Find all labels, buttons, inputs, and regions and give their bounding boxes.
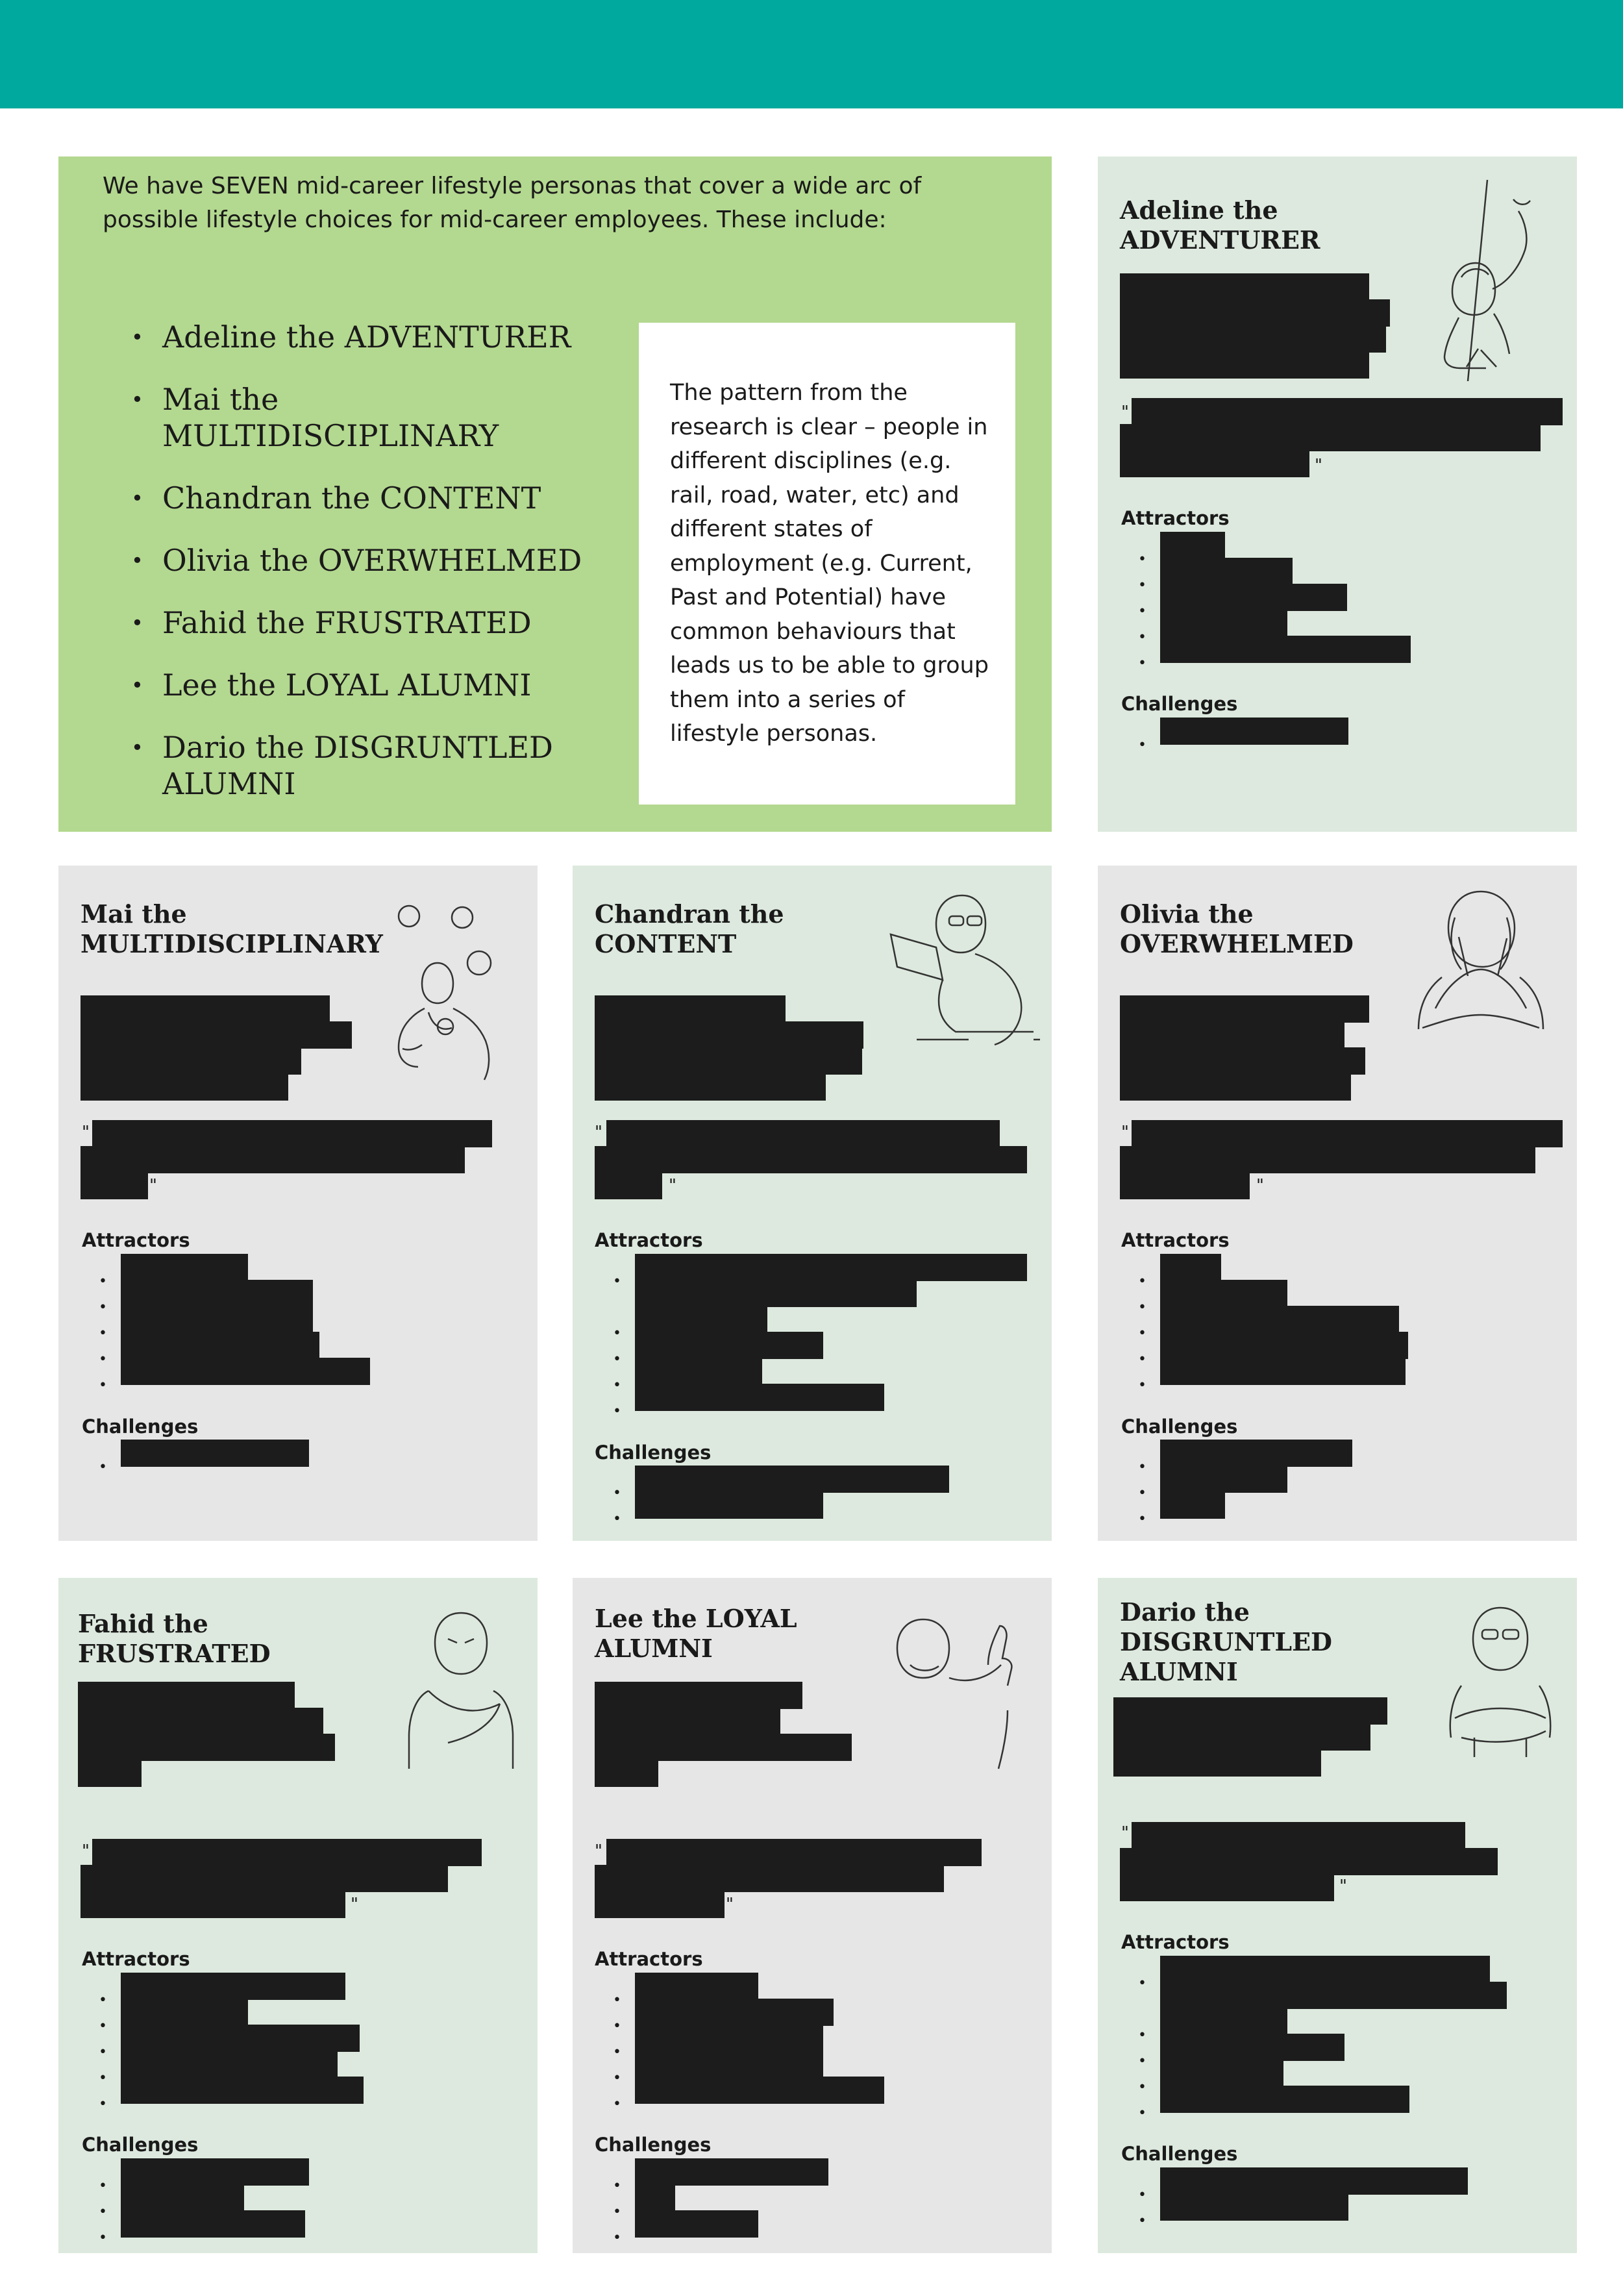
redacted-content xyxy=(1098,156,1577,832)
quote-close-mark: " xyxy=(726,1895,734,1914)
bullet-point: • xyxy=(1138,1299,1146,1316)
redacted-text-block xyxy=(1120,1073,1351,1101)
bullet-point: • xyxy=(99,2096,107,2112)
redacted-text-block xyxy=(121,1306,313,1333)
redacted-text-block xyxy=(1120,450,1309,477)
persona-list-item: • Chandran the CONTENT xyxy=(125,480,631,516)
bullet-point: • xyxy=(1138,577,1146,593)
persona-card-mai xyxy=(58,866,538,1541)
quote-open-mark: " xyxy=(82,1123,90,1142)
redacted-text-block xyxy=(635,2077,884,2104)
bullet-point: • xyxy=(613,2018,621,2034)
card-title-line: Chandran the xyxy=(595,899,784,929)
attractors-label: Attractors xyxy=(1121,1931,1230,1953)
bullet-point: • xyxy=(99,2230,107,2246)
redacted-text-block xyxy=(1132,1120,1563,1147)
attractors-label: Attractors xyxy=(595,1229,703,1251)
redacted-text-block xyxy=(121,1999,248,2026)
attractors-label: Attractors xyxy=(1121,1229,1230,1251)
quote-open-mark: " xyxy=(595,1841,602,1861)
bullet-point: • xyxy=(1138,1325,1146,1341)
redacted-text-block xyxy=(1113,1697,1387,1725)
redacted-text-block xyxy=(1160,610,1287,637)
bullet-point: • xyxy=(613,1351,621,1367)
bullet-point: • xyxy=(1138,1351,1146,1367)
card-title-line: DISGRUNTLED xyxy=(1120,1627,1332,1656)
redacted-text-block xyxy=(1160,2086,1409,2113)
redacted-text-block xyxy=(1160,2167,1468,2195)
redacted-text-block xyxy=(121,2025,360,2052)
research-callout xyxy=(639,323,1015,805)
bullet-point: • xyxy=(1138,2105,1146,2121)
bullet-point: • xyxy=(613,2044,621,2060)
quote-close-mark: " xyxy=(149,1176,157,1195)
bullet-point: • xyxy=(613,2178,621,2194)
redacted-text-block xyxy=(1120,1146,1535,1173)
redacted-text-block xyxy=(635,1306,767,1333)
redacted-text-block xyxy=(121,2210,305,2238)
redacted-text-block xyxy=(635,1973,758,2000)
redacted-text-block xyxy=(121,1440,309,1467)
redacted-text-block xyxy=(78,1734,335,1761)
persona-list-item: • Lee the LOYAL ALUMNI xyxy=(125,667,631,703)
bullet-point: • xyxy=(99,1992,107,2008)
challenges-label: Challenges xyxy=(1121,1416,1238,1438)
quote-open-mark: " xyxy=(1121,1123,1129,1142)
redacted-text-block xyxy=(1160,1332,1408,1359)
redacted-text-block xyxy=(1120,1172,1250,1199)
bullet-point: • xyxy=(613,1325,621,1341)
redacted-text-block xyxy=(595,1172,662,1199)
callout-text: The pattern from the research is clear – people in different disciplines (e.g. rail, road, water, etc) and different states of employment (e.g. Current, Past and Potential) have common behaviours that leads us to be able to group them into a series of lifestyle personas. xyxy=(670,380,989,747)
redacted-text-block xyxy=(1120,1047,1365,1075)
redacted-text-block xyxy=(1120,995,1369,1023)
redacted-text-block xyxy=(635,2158,828,2186)
redacted-content xyxy=(1098,866,1577,1541)
bullet-point: • xyxy=(1138,1975,1146,1991)
card-title-line: ALUMNI xyxy=(1120,1657,1238,1686)
bullet-point: • xyxy=(99,2204,107,2220)
redacted-text-block xyxy=(121,1280,313,1307)
card-title-line: Adeline the xyxy=(1120,195,1278,225)
attractors-label: Attractors xyxy=(1121,507,1230,529)
bullet-point: • xyxy=(1138,629,1146,645)
bullet-point: • xyxy=(613,1992,621,2008)
redacted-text-block xyxy=(92,1839,482,1866)
bullet-point: • xyxy=(99,1351,107,1367)
redacted-text-block xyxy=(1113,1723,1370,1751)
quote-open-mark: " xyxy=(595,1123,602,1142)
redacted-text-block xyxy=(595,1047,862,1075)
bullet-point: • xyxy=(1138,655,1146,671)
quote-open-mark: " xyxy=(1121,403,1129,422)
persona-card-olivia xyxy=(1098,866,1577,1541)
redacted-text-block xyxy=(606,1120,1000,1147)
redacted-text-block xyxy=(635,1254,1027,1281)
redacted-text-block xyxy=(121,2077,364,2104)
redacted-text-block xyxy=(1160,2034,1344,2061)
bullet-point: • xyxy=(99,2070,107,2086)
bullet-point: • xyxy=(613,1485,621,1501)
redacted-text-block xyxy=(1160,532,1225,559)
redacted-text-block xyxy=(1160,1491,1225,1519)
redacted-text-block xyxy=(81,995,330,1023)
redacted-text-block xyxy=(1160,584,1347,611)
redacted-text-block xyxy=(635,1358,762,1385)
persona-list-item: • Adeline the ADVENTURER xyxy=(125,319,631,355)
redacted-text-block xyxy=(595,1708,780,1735)
redacted-text-block xyxy=(1160,636,1411,663)
bullet-point: • xyxy=(1138,2213,1146,2229)
redacted-text-block xyxy=(81,1073,288,1101)
redacted-text-block xyxy=(1120,325,1386,353)
redacted-text-block xyxy=(121,1973,345,2000)
challenges-label: Challenges xyxy=(595,1441,712,1464)
redacted-text-block xyxy=(78,1760,142,1787)
redacted-text-block xyxy=(1120,1021,1344,1049)
redacted-text-block xyxy=(1160,1982,1507,2009)
bullet-point: • xyxy=(613,1273,621,1290)
bullet-point: • xyxy=(99,2018,107,2034)
redacted-text-block xyxy=(1120,1874,1334,1901)
redacted-text-block xyxy=(1120,351,1369,379)
redacted-text-block xyxy=(635,2210,758,2238)
card-title-line: ADVENTURER xyxy=(1120,225,1320,255)
bullet-point: • xyxy=(99,1325,107,1341)
bullet-point: • xyxy=(1138,1511,1146,1527)
redacted-text-block xyxy=(595,1146,1027,1173)
persona-card-fahid xyxy=(58,1578,538,2253)
redacted-text-block xyxy=(1160,1358,1406,1385)
bullet-point: • xyxy=(613,1511,621,1527)
redacted-text-block xyxy=(1120,424,1541,451)
quote-close-mark: " xyxy=(1315,456,1322,475)
quote-close-mark: " xyxy=(351,1895,358,1914)
redacted-text-block xyxy=(121,2051,338,2078)
redacted-text-block xyxy=(635,1491,823,1519)
card-title-line: CONTENT xyxy=(595,929,737,958)
bullet-point: • xyxy=(99,1459,107,1475)
redacted-text-block xyxy=(595,1734,852,1761)
redacted-text-block xyxy=(1120,1848,1498,1875)
bullet-point: • xyxy=(99,2044,107,2060)
redacted-text-block xyxy=(635,1384,884,1411)
header-bar xyxy=(0,0,1623,108)
persona-list-item: • Mai the MULTIDISCIPLINARY xyxy=(125,381,526,454)
redacted-text-block xyxy=(1160,1466,1287,1493)
redacted-text-block xyxy=(635,2025,823,2052)
redacted-text-block xyxy=(121,2158,309,2186)
redacted-text-block xyxy=(81,1891,345,1918)
intro-text: We have SEVEN mid-career lifestyle personas that cover a wide arc of possible lifestyle choices for mid-career employees. These include: xyxy=(103,173,922,233)
card-title-line: OVERWHELMED xyxy=(1120,929,1354,958)
persona-list-item: • Dario the DISGRUNTLED ALUMNI xyxy=(125,729,565,802)
bullet-point: • xyxy=(1138,1377,1146,1393)
bullet-point: • xyxy=(613,2230,621,2246)
redacted-text-block xyxy=(635,1466,949,1493)
bullet-point: • xyxy=(1138,603,1146,619)
bullet-point: • xyxy=(1138,2079,1146,2095)
redacted-text-block xyxy=(635,1280,917,1307)
challenges-label: Challenges xyxy=(82,1416,199,1438)
redacted-text-block xyxy=(92,1120,492,1147)
bullet-point: • xyxy=(99,1273,107,1290)
persona-list-item: • Olivia the OVERWHELMED xyxy=(125,542,631,579)
redacted-text-block xyxy=(595,1891,725,1918)
card-title-line: Dario the xyxy=(1120,1597,1250,1627)
card-title-line: Lee the LOYAL xyxy=(595,1604,797,1633)
redacted-text-block xyxy=(78,1708,323,1735)
quote-open-mark: " xyxy=(1121,1823,1129,1843)
intro-panel xyxy=(58,156,1052,832)
quote-close-mark: " xyxy=(1339,1877,1347,1896)
attractors-label: Attractors xyxy=(82,1229,190,1251)
persona-list xyxy=(125,319,631,828)
persona-card-lee xyxy=(573,1578,1052,2253)
redacted-text-block xyxy=(81,1172,148,1199)
card-title-line: ALUMNI xyxy=(595,1634,713,1663)
redacted-text-block xyxy=(1160,1254,1221,1281)
redacted-text-block xyxy=(1160,718,1348,745)
bullet-point: • xyxy=(613,1403,621,1419)
redacted-text-block xyxy=(121,1254,248,1281)
bullet-point: • xyxy=(1138,1485,1146,1501)
bullet-point: • xyxy=(1138,1273,1146,1290)
redacted-text-block xyxy=(1160,1280,1287,1307)
redacted-text-block xyxy=(1113,1749,1321,1777)
quote-close-mark: " xyxy=(669,1176,676,1195)
redacted-text-block xyxy=(635,1999,834,2026)
bullet-point: • xyxy=(613,2096,621,2112)
redacted-text-block xyxy=(1132,1822,1465,1849)
redacted-text-block xyxy=(1160,1956,1490,1983)
redacted-text-block xyxy=(595,995,786,1023)
redacted-text-block xyxy=(1160,2008,1287,2035)
bullet-point: • xyxy=(99,2178,107,2194)
bullet-point: • xyxy=(1138,2027,1146,2043)
bullet-point: • xyxy=(1138,551,1146,568)
redacted-text-block xyxy=(635,2184,675,2212)
redacted-text-block xyxy=(121,1332,319,1359)
redacted-text-block xyxy=(121,2184,244,2212)
bullet-point: • xyxy=(99,1299,107,1316)
redacted-text-block xyxy=(1132,398,1563,425)
redacted-content xyxy=(573,866,1052,1541)
bullet-point: • xyxy=(613,2070,621,2086)
redacted-text-block xyxy=(1120,299,1390,327)
challenges-label: Challenges xyxy=(595,2134,712,2156)
redacted-text-block xyxy=(81,1047,301,1075)
redacted-text-block xyxy=(81,1865,448,1892)
redacted-text-block xyxy=(1160,2193,1348,2221)
redacted-text-block xyxy=(78,1682,295,1709)
redacted-text-block xyxy=(81,1146,465,1173)
challenges-label: Challenges xyxy=(1121,2143,1238,2165)
attractors-label: Attractors xyxy=(82,1948,190,1970)
persona-list-item: • Fahid the FRUSTRATED xyxy=(125,605,631,641)
redacted-text-block xyxy=(1160,1440,1352,1467)
card-title-line: FRUSTRATED xyxy=(78,1639,271,1668)
bullet-point: • xyxy=(99,1377,107,1393)
card-title-line: MULTIDISCIPLINARY xyxy=(81,929,383,958)
redacted-text-block xyxy=(81,1021,352,1049)
bullet-point: • xyxy=(613,2204,621,2220)
redacted-text-block xyxy=(595,1865,944,1892)
redacted-text-block xyxy=(1160,2060,1283,2087)
redacted-text-block xyxy=(606,1839,982,1866)
redacted-text-block xyxy=(1160,558,1293,585)
redacted-text-block xyxy=(1120,273,1369,301)
redacted-content xyxy=(58,866,538,1541)
bullet-point: • xyxy=(1138,737,1146,753)
persona-card-adeline xyxy=(1098,156,1577,832)
challenges-label: Challenges xyxy=(82,2134,199,2156)
persona-card-dario xyxy=(1098,1578,1577,2253)
redacted-text-block xyxy=(635,2051,823,2078)
quote-close-mark: " xyxy=(1256,1176,1264,1195)
attractors-label: Attractors xyxy=(595,1948,703,1970)
redacted-text-block xyxy=(595,1760,658,1787)
redacted-text-block xyxy=(635,1332,823,1359)
redacted-text-block xyxy=(121,1358,370,1385)
bullet-point: • xyxy=(1138,2187,1146,2203)
persona-card-chandran xyxy=(573,866,1052,1541)
bullet-point: • xyxy=(1138,1459,1146,1475)
redacted-text-block xyxy=(595,1021,863,1049)
card-title-line: Mai the xyxy=(81,899,187,929)
redacted-text-block xyxy=(595,1682,802,1709)
card-title-line: Fahid the xyxy=(78,1609,208,1638)
card-title-line: Olivia the xyxy=(1120,899,1254,929)
challenges-label: Challenges xyxy=(1121,693,1238,715)
quote-open-mark: " xyxy=(82,1841,90,1861)
bullet-point: • xyxy=(1138,2053,1146,2069)
redacted-text-block xyxy=(595,1073,826,1101)
redacted-text-block xyxy=(1160,1306,1399,1333)
bullet-point: • xyxy=(613,1377,621,1393)
